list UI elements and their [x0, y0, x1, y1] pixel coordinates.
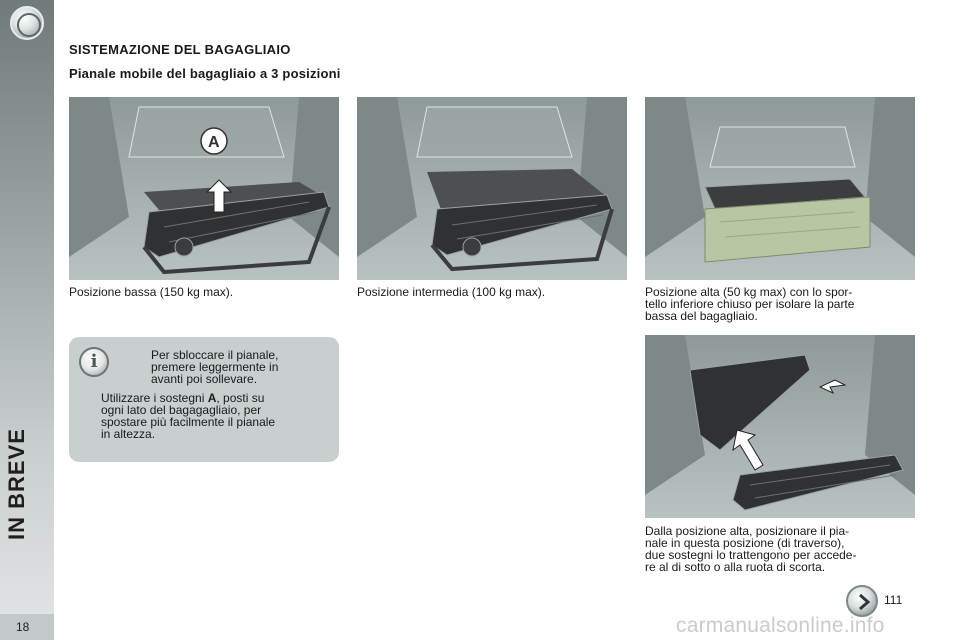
- caption-middle: Posizione intermedia (100 kg max).: [357, 285, 546, 299]
- trunk-floor-middle-illustration: [357, 97, 627, 280]
- info-line: spostare più facilmente il pianale: [101, 415, 276, 429]
- info-line: premere leggermente in: [151, 360, 279, 374]
- sidebar: [0, 0, 54, 640]
- chevron-right-icon[interactable]: [846, 585, 878, 617]
- info-line: ogni lato del bagagagliaio, per: [101, 403, 262, 417]
- trunk-floor-low-illustration: [69, 97, 339, 280]
- info-line: Per sbloccare il pianale,: [151, 348, 279, 362]
- caption-high-line: bassa del bagagliaio.: [645, 309, 758, 323]
- caption-high-line: tello inferiore chiuso per isolare la parte: [645, 297, 855, 311]
- trunk-low-drawing: [69, 97, 339, 280]
- trunk-raised-drawing: [645, 335, 915, 518]
- caption-raised: [645, 525, 915, 573]
- section-label: IN BREVE: [4, 428, 29, 540]
- caption-high-line: Posizione alta (50 kg max) con lo spor-: [645, 285, 853, 299]
- trunk-floor-raised-illustration: [645, 335, 915, 518]
- trunk-high-drawing: [645, 97, 915, 280]
- info-line: avanti poi sollevare.: [151, 372, 258, 386]
- caption-raised-line: due sostegni lo trattengono per accede-: [645, 548, 857, 562]
- caption-high: [645, 286, 915, 322]
- support-label-a: A: [208, 134, 220, 151]
- page-subtitle: Pianale mobile del bagagliaio a 3 posizioni: [69, 66, 341, 81]
- info-bullet-unlock: [151, 349, 329, 385]
- info-box: [69, 337, 339, 462]
- info-icon: i: [79, 347, 109, 377]
- page-reference[interactable]: 111: [884, 593, 903, 607]
- info-text: Utilizzare i sostegni: [101, 391, 208, 405]
- info-bullet-supports: [101, 392, 329, 440]
- page-number: 18: [0, 614, 54, 640]
- info-text: , posti su: [216, 391, 265, 405]
- caption-low: Posizione bassa (150 kg max).: [69, 285, 234, 299]
- section-title: SISTEMAZIONE DEL BAGAGLIAIO: [69, 42, 291, 57]
- trunk-middle-drawing: [357, 97, 627, 280]
- caption-raised-line: re al di sotto o alla ruota di scorta.: [645, 560, 826, 574]
- info-line: in altezza.: [101, 427, 156, 441]
- trunk-floor-high-illustration: [645, 97, 915, 280]
- chapter-badge-icon: [10, 6, 44, 40]
- support-label-ref: A: [207, 391, 217, 405]
- watermark: carmanualsonline.info: [676, 614, 885, 637]
- caption-raised-line: nale in questa posizione (di traverso),: [645, 536, 845, 550]
- caption-raised-line: Dalla posizione alta, posizionare il pia-: [645, 524, 850, 538]
